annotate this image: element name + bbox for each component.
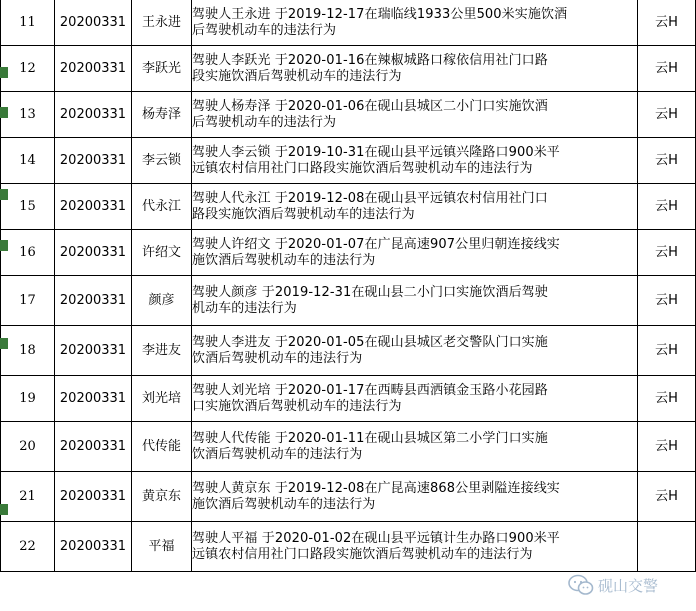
row-driver-name: 黄京东	[132, 472, 192, 522]
row-driver-name: 李跃光	[132, 46, 192, 92]
description-line: 机动车的违法行为	[192, 300, 297, 316]
row-date: 20200331	[55, 422, 132, 472]
row-index: 12	[1, 46, 55, 92]
row-description	[192, 376, 638, 422]
description-line: 饮酒后驾驶机动车的违法行为	[192, 350, 363, 366]
row-plate: 云H	[638, 472, 696, 522]
row-index: 22	[1, 522, 55, 572]
description-line: 驾驶人李云锁 于2019-10-31在砚山县平远镇兴隆路口900米平	[192, 144, 560, 160]
row-date: 20200331	[55, 138, 132, 184]
row-description	[192, 230, 638, 276]
table-row	[1, 184, 696, 230]
row-date: 20200331	[55, 326, 132, 376]
description-line: 口实施饮酒后驾驶机动车的违法行为	[192, 398, 402, 414]
table-row	[1, 138, 696, 184]
row-plate: 云H	[638, 184, 696, 230]
description-line: 远镇农村信用社门口路段实施饮酒后驾驶机动车的违法行为	[192, 160, 533, 176]
row-date: 20200331	[55, 184, 132, 230]
row-date: 20200331	[55, 276, 132, 326]
row-driver-name: 许绍文	[132, 230, 192, 276]
row-plate: 云H	[638, 422, 696, 472]
row-edge-marker	[0, 67, 8, 78]
row-driver-name: 李进友	[132, 326, 192, 376]
row-index: 20	[1, 422, 55, 472]
row-description	[192, 472, 638, 522]
table-row	[1, 422, 696, 472]
row-edge-marker	[0, 338, 8, 349]
row-plate: 云H	[638, 138, 696, 184]
description-line: 段实施饮酒后驾驶机动车的违法行为	[192, 68, 402, 84]
row-edge-marker	[0, 189, 8, 200]
table-row	[1, 276, 696, 326]
table-row	[1, 326, 696, 376]
row-description	[192, 326, 638, 376]
row-index: 17	[1, 276, 55, 326]
row-edge-marker	[0, 504, 8, 515]
row-driver-name: 代永江	[132, 184, 192, 230]
row-plate: 云H	[638, 46, 696, 92]
row-plate: 云H	[638, 376, 696, 422]
row-driver-name: 平福	[132, 522, 192, 572]
description-line: 驾驶人平福 于2020-01-02在砚山县平远镇计生办路口900米平	[192, 530, 560, 546]
table-row	[1, 522, 696, 572]
table-row	[1, 0, 696, 46]
description-line: 驾驶人王永进 于2019-12-17在瑞临线1933公里500米实施饮酒	[192, 6, 568, 22]
description-line: 施饮酒后驾驶机动车的违法行为	[192, 496, 376, 512]
row-plate	[638, 522, 696, 572]
row-date: 20200331	[55, 472, 132, 522]
row-plate: 云H	[638, 0, 696, 46]
table-row	[1, 230, 696, 276]
description-line: 驾驶人杨寿泽 于2020-01-06在砚山县城区二小门口实施饮酒	[192, 98, 548, 114]
description-line: 驾驶人代永江 于2019-12-08在砚山县平远镇农村信用社门口	[192, 190, 548, 206]
description-line: 驾驶人颜彦 于2019-12-31在砚山县二小门口实施饮酒后驾驶	[192, 284, 548, 300]
watermark-text: 砚山交警	[598, 576, 659, 595]
account-watermark	[568, 569, 688, 601]
row-index: 15	[1, 184, 55, 230]
table-row	[1, 376, 696, 422]
row-date: 20200331	[55, 0, 132, 46]
row-index: 11	[1, 0, 55, 46]
row-driver-name: 颜彦	[132, 276, 192, 326]
description-line: 后驾驶机动车的违法行为	[192, 114, 337, 130]
description-line: 施饮酒后驾驶机动车的违法行为	[192, 252, 376, 268]
wechat-logo-icon	[568, 574, 594, 596]
row-date: 20200331	[55, 376, 132, 422]
row-description	[192, 522, 638, 572]
row-plate: 云H	[638, 276, 696, 326]
row-edge-marker	[0, 240, 8, 251]
row-description	[192, 184, 638, 230]
description-line: 驾驶人代传能 于2020-01-11在砚山县城区第二小学门口实施	[192, 430, 548, 446]
row-plate: 云H	[638, 92, 696, 138]
row-driver-name: 刘光培	[132, 376, 192, 422]
row-plate: 云H	[638, 326, 696, 376]
row-index: 18	[1, 326, 55, 376]
row-index: 14	[1, 138, 55, 184]
description-line: 驾驶人李跃光 于2020-01-16在辣椒城路口稼依信用社门口路	[192, 52, 548, 68]
row-date: 20200331	[55, 46, 132, 92]
row-driver-name: 代传能	[132, 422, 192, 472]
row-driver-name: 王永进	[132, 0, 192, 46]
row-plate: 云H	[638, 230, 696, 276]
row-index: 19	[1, 376, 55, 422]
row-description	[192, 0, 638, 46]
row-index: 13	[1, 92, 55, 138]
description-line: 驾驶人黄京东 于2019-12-08在广昆高速868公里剥隘连接线实	[192, 480, 560, 496]
row-description	[192, 46, 638, 92]
row-driver-name: 杨寿泽	[132, 92, 192, 138]
row-date: 20200331	[55, 230, 132, 276]
description-line: 后驾驶机动车的违法行为	[192, 22, 337, 38]
row-edge-marker	[0, 107, 8, 118]
row-date: 20200331	[55, 92, 132, 138]
row-description	[192, 422, 638, 472]
row-description	[192, 92, 638, 138]
row-index: 21	[1, 472, 55, 522]
table-row	[1, 46, 696, 92]
table-row	[1, 472, 696, 522]
description-line: 驾驶人李进友 于2020-01-05在砚山县城区老交警队门口实施	[192, 334, 548, 350]
description-line: 远镇农村信用社门口路段实施饮酒后驾驶机动车的违法行为	[192, 546, 533, 562]
description-line: 路段实施饮酒后驾驶机动车的违法行为	[192, 206, 415, 222]
table-row	[1, 92, 696, 138]
row-driver-name: 李云锁	[132, 138, 192, 184]
row-index: 16	[1, 230, 55, 276]
row-description	[192, 276, 638, 326]
description-line: 驾驶人刘光培 于2020-01-17在西畴县西洒镇金玉路小花园路	[192, 382, 548, 398]
row-description	[192, 138, 638, 184]
row-date: 20200331	[55, 522, 132, 572]
description-line: 驾驶人许绍文 于2020-01-07在广昆高速907公里归朝连接线实	[192, 236, 560, 252]
description-line: 饮酒后驾驶机动车的违法行为	[192, 446, 363, 462]
